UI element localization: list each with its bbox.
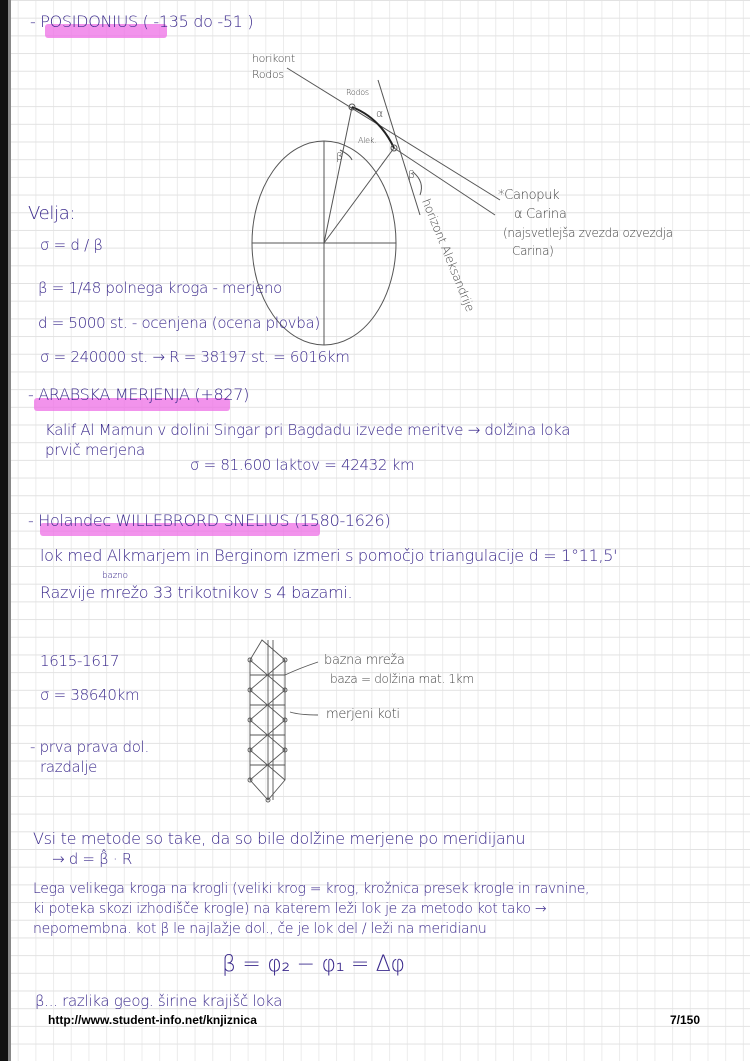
velja: Velja: bbox=[28, 203, 76, 224]
label-alpha-carina: α Carina bbox=[514, 207, 567, 222]
closing-line-3: Lega velikega kroga na krogli (veliki krog = krog, krožnica presek krogle in ravnine, bbox=[33, 881, 590, 897]
formula-delta-phi: β = φ₂ − φ₁ = Δφ bbox=[222, 952, 405, 977]
snelius-first-2: razdalje bbox=[40, 758, 98, 776]
d-line: d = 5000 st. - ocenjena (ocena plovba) bbox=[38, 314, 320, 332]
sigma-line: σ = 240000 st. → R = 38197 st. = 6016km bbox=[40, 348, 350, 366]
triangulation-network bbox=[248, 640, 318, 802]
section-title-snelius: - Holandec WILLEBRORD SNELIUS (1580-1626) bbox=[28, 511, 391, 530]
footer-url[interactable]: http://www.student-info.net/knjiznica bbox=[48, 1013, 257, 1027]
label-rodos: Rodos bbox=[346, 88, 369, 97]
closing-line-6: β... razlika geog. širine krajišč loka bbox=[35, 992, 283, 1010]
arabska-line-1: Kalif Al Mamun v dolini Singar pri Bagdadu izvede meritve → dolžina loka bbox=[45, 421, 571, 439]
label-merjeni-koti: merjeni koti bbox=[326, 707, 400, 722]
snelius-years: 1615-1617 bbox=[40, 652, 120, 670]
closing-line-1: Vsi te metode so take, da so bile dolžine merjene po meridijanu bbox=[33, 829, 526, 848]
label-beta-1: β bbox=[336, 150, 343, 163]
snelius-line-1: lok med Alkmarjem in Berginom izmeri s pomočjo triangulacije d = 1°11,5' bbox=[40, 546, 618, 565]
section-title-arabska: - ARABSKA MERJENJA (+827) bbox=[28, 385, 250, 404]
snelius-first-1: - prva prava dol. bbox=[30, 738, 149, 756]
closing-line-4: ki poteka skozi izhodišče krogle) na katerem leži lok je za metodo kot tako → bbox=[33, 901, 547, 917]
closing-line-2: → d = β̂ · R bbox=[52, 850, 132, 868]
beta-line: β = 1/48 polnega kroga - merjeno bbox=[38, 279, 283, 297]
snelius-sigma: σ = 38640km bbox=[40, 686, 140, 704]
label-beta-2: β bbox=[408, 168, 415, 181]
formula-sigma: σ = d / β bbox=[40, 236, 103, 254]
label-horizon-alek: horizont Aleksandrije bbox=[419, 196, 478, 314]
label-carina-note-2: Carina) bbox=[512, 244, 554, 258]
label-baza: baza = dolžina mat. 1km bbox=[330, 672, 474, 686]
label-carina-note-1: (najsvetlejša zvezda ozvezdja bbox=[503, 226, 673, 240]
snelius-line-2: Razvije mrežo 33 trikotnikov s 4 bazami. bbox=[40, 583, 353, 602]
section-title-posidonius: - POSIDONIUS ( -135 do -51 ) bbox=[30, 12, 254, 31]
label-canopus: *Canopuk bbox=[498, 188, 560, 203]
label-horizon-rodos-2: Rodos bbox=[252, 68, 284, 81]
closing-line-5: nepomembna. kot β le najlažje dol., če je lok del / leži na meridianu bbox=[33, 921, 487, 937]
label-alpha: α bbox=[376, 107, 383, 120]
label-bazna-mreza: bazna mreža bbox=[324, 653, 405, 668]
label-horizon-rodos-1: horikont bbox=[252, 52, 295, 65]
page-number: 7/150 bbox=[670, 1013, 701, 1027]
label-alek: Alek. bbox=[358, 136, 377, 145]
snelius-sup: bazno bbox=[102, 571, 128, 581]
arabska-line-3: σ = 81.600 laktov = 42432 km bbox=[190, 456, 415, 474]
arabska-line-2: prvič merjena bbox=[45, 441, 145, 459]
